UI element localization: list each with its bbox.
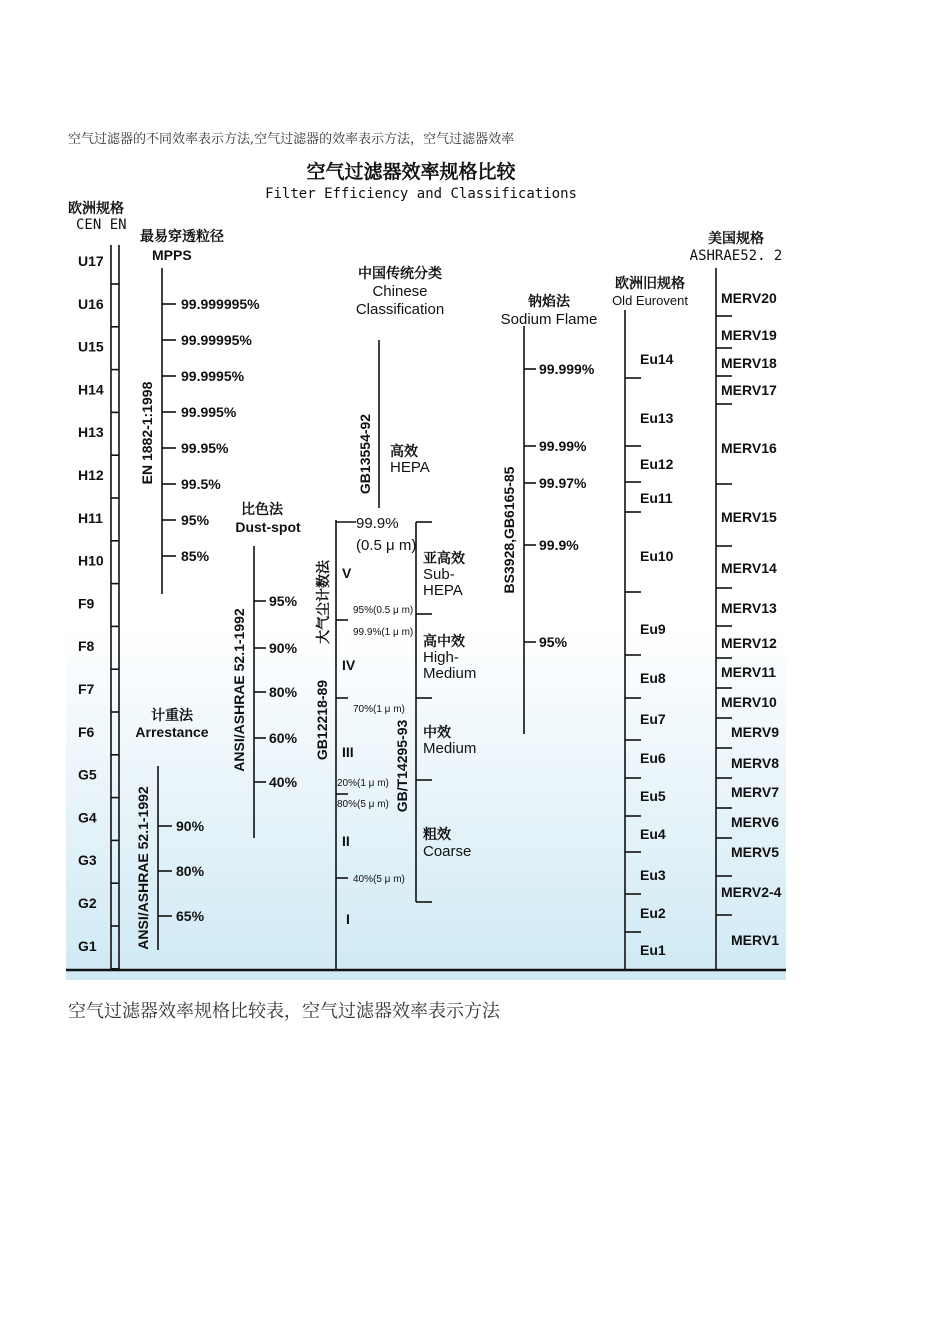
ashrae-class-label: MERV10 <box>721 694 777 710</box>
dust-spot-standard: ANSI/ASHRAE 52.1-1992 <box>231 608 247 772</box>
cen-class-label: F9 <box>78 595 95 612</box>
sub-hepa-en1: Sub- <box>423 566 455 583</box>
eurovent-class-label: Eu1 <box>640 942 666 958</box>
arrestance-head-en: Arrestance <box>135 724 209 740</box>
coarse-cn: 粗效 <box>423 826 451 842</box>
eurovent-class-label: Eu3 <box>640 867 666 883</box>
eurovent-class-label: Eu14 <box>640 351 674 367</box>
mpps-value: 99.5% <box>181 476 221 492</box>
high-medium-en2: Medium <box>423 665 477 682</box>
cen-class-label: G1 <box>78 937 97 954</box>
sub-hepa-en2: HEPA <box>423 582 463 599</box>
mpps-head-en: MPPS <box>152 247 192 263</box>
eurovent-class-label: Eu10 <box>640 548 674 564</box>
eurovent-class-label: Eu4 <box>640 826 666 842</box>
dust-spot-value: 40% <box>269 774 298 790</box>
ashrae-class-label: MERV12 <box>721 635 777 651</box>
chinese-roman-class: I <box>346 911 350 927</box>
ashrae-class-label: MERV16 <box>721 440 777 456</box>
coarse-en: Coarse <box>423 843 472 860</box>
mpps-value: 99.9995% <box>181 368 245 384</box>
mpps-standard: EN 1882-1:1998 <box>139 381 155 485</box>
dust-spot-value: 95% <box>269 593 298 609</box>
filter-efficiency-diagram <box>66 150 786 980</box>
medium-en: Medium <box>423 740 477 757</box>
chinese-head-en1: Chinese <box>372 283 428 300</box>
arrestance-standard: ANSI/ASHRAE 52.1-1992 <box>135 786 151 950</box>
top-caption: 空气过滤器的不同效率表示方法,空气过滤器的效率表示方法，空气过滤器效率 <box>68 132 515 147</box>
eurovent-class-label: Eu2 <box>640 905 666 921</box>
gbt-standard: GB/T14295-93 <box>394 719 410 813</box>
hepa-cn: 高效 <box>390 443 418 459</box>
mpps-value: 99.999995% <box>181 296 260 312</box>
cen-class-label: H11 <box>78 509 103 526</box>
ashrae-head-cn: 美国规格 <box>708 230 764 246</box>
chinese-roman-class: II <box>342 833 350 849</box>
sodium-value: 95% <box>539 634 568 650</box>
dust-spot-value: 80% <box>269 684 298 700</box>
cen-class-label: U16 <box>78 295 104 312</box>
ashrae-class-label: MERV7 <box>731 784 779 800</box>
ashrae-class-label: MERV6 <box>731 814 779 830</box>
eurovent-class-label: Eu8 <box>640 670 666 686</box>
ashrae-head-en: ASHRAE52. 2 <box>689 248 783 264</box>
chinese-roman-class: IV <box>342 657 356 673</box>
chinese-small-value: 99.9%(1 μ m) <box>353 627 414 638</box>
cen-class-label: G3 <box>78 852 97 869</box>
sodium-value: 99.999% <box>539 361 595 377</box>
ashrae-class-label: MERV9 <box>731 724 779 740</box>
sub-hepa-cn: 亚高效 <box>423 550 465 566</box>
arrestance-head-cn: 计重法 <box>151 707 193 723</box>
mpps-value: 99.995% <box>181 404 237 420</box>
ashrae-class-label: MERV18 <box>721 355 777 371</box>
ashrae-class-label: MERV17 <box>721 382 777 398</box>
ashrae-class-label: MERV14 <box>721 560 777 576</box>
hepa-en: HEPA <box>390 459 430 476</box>
dust-spot-head-en: Dust-spot <box>235 519 301 535</box>
dust-spot-head-cn: 比色法 <box>241 501 283 517</box>
high-medium-en1: High- <box>423 649 459 666</box>
chinese-small-value: 80%(5 μ m) <box>337 799 389 810</box>
chinese-head-cn: 中国传统分类 <box>358 265 442 281</box>
chinese-head-en2: Classification <box>355 301 445 318</box>
eurovent-class-label: Eu7 <box>640 711 666 727</box>
cen-class-label: G2 <box>78 895 97 911</box>
ashrae-class-label: MERV20 <box>721 290 777 306</box>
cen-class-label: G4 <box>78 809 97 826</box>
cen-class-label: U15 <box>78 338 104 355</box>
diagram-title-en: Filter Efficiency and Classifications <box>265 186 577 202</box>
dust-spot-value: 90% <box>269 640 298 656</box>
arrestance-value: 65% <box>176 908 205 924</box>
hepa-standard: GB13554-92 <box>357 413 373 495</box>
medium-cn: 中效 <box>423 724 451 740</box>
cen-class-label: U17 <box>78 253 104 269</box>
diagram-title-cn: 空气过滤器效率规格比较 <box>306 162 516 183</box>
mpps-value: 99.99995% <box>181 332 252 348</box>
eurovent-class-label: Eu11 <box>640 490 673 506</box>
ashrae-class-label: MERV5 <box>731 844 779 860</box>
chinese-small-value: 40%(5 μ m) <box>353 874 405 885</box>
eurovent-class-label: Eu13 <box>640 410 674 426</box>
chinese-small-value: 70%(1 μ m) <box>353 704 405 715</box>
sodium-value: 99.97% <box>539 475 587 491</box>
chinese-roman-class: III <box>342 744 354 760</box>
ashrae-class-label: MERV8 <box>731 755 779 771</box>
sodium-value: 99.99% <box>539 438 587 454</box>
sodium-standard: BS3928,GB6165-85 <box>501 466 517 594</box>
eurovent-head-cn: 欧洲旧规格 <box>615 275 685 291</box>
cen-head-cn: 欧洲规格 <box>68 200 124 216</box>
mpps-value: 99.95% <box>181 440 229 456</box>
high-medium-cn: 高中效 <box>423 633 465 649</box>
eurovent-head-en: Old Eurovent <box>612 293 688 308</box>
cen-class-label: H13 <box>78 424 104 441</box>
bottom-caption: 空气过滤器效率规格比较表，空气过滤器效率表示方法 <box>68 1001 500 1022</box>
sodium-head-cn: 钠焰法 <box>528 293 570 309</box>
chinese-roman-class: V <box>342 565 352 581</box>
eurovent-class-label: Eu5 <box>640 788 666 804</box>
cen-head-en: CEN EN <box>76 217 127 233</box>
arrestance-value: 90% <box>176 818 205 834</box>
sodium-value: 99.9% <box>539 537 579 553</box>
ashrae-class-label: MERV11 <box>721 664 776 680</box>
cen-class-label: G5 <box>78 766 97 783</box>
ashrae-class-label: MERV15 <box>721 509 777 525</box>
cen-class-label: F8 <box>78 638 95 655</box>
atm-method-cn: 大气尘计数法 <box>315 560 331 644</box>
dust-spot-value: 60% <box>269 730 298 746</box>
cen-class-label: F7 <box>78 681 95 697</box>
cen-class-label: H12 <box>78 467 104 483</box>
chinese-small-value: 95%(0.5 μ m) <box>353 605 414 616</box>
mpps-head-cn: 最易穿透粒径 <box>140 228 224 244</box>
mpps-value: 95% <box>181 512 210 528</box>
ashrae-class-label: MERV13 <box>721 600 777 616</box>
ashrae-class-label: MERV19 <box>721 327 777 343</box>
cen-class-label: F6 <box>78 723 95 740</box>
val-05um: (0.5 μ m) <box>356 537 417 554</box>
cen-class-label: H14 <box>78 381 104 398</box>
val-999: 99.9% <box>356 515 399 532</box>
chinese-small-value: 20%(1 μ m) <box>337 778 389 789</box>
eurovent-class-label: Eu9 <box>640 621 666 637</box>
cen-class-label: H10 <box>78 552 104 569</box>
atm-standard: GB12218-89 <box>314 679 330 761</box>
mpps-value: 85% <box>181 548 210 564</box>
arrestance-value: 80% <box>176 863 205 879</box>
sodium-head-en: Sodium Flame <box>500 311 598 328</box>
eurovent-class-label: Eu6 <box>640 750 666 766</box>
ashrae-class-label: MERV1 <box>731 932 779 948</box>
ashrae-class-label: MERV2-4 <box>721 884 782 900</box>
eurovent-class-label: Eu12 <box>640 456 674 472</box>
